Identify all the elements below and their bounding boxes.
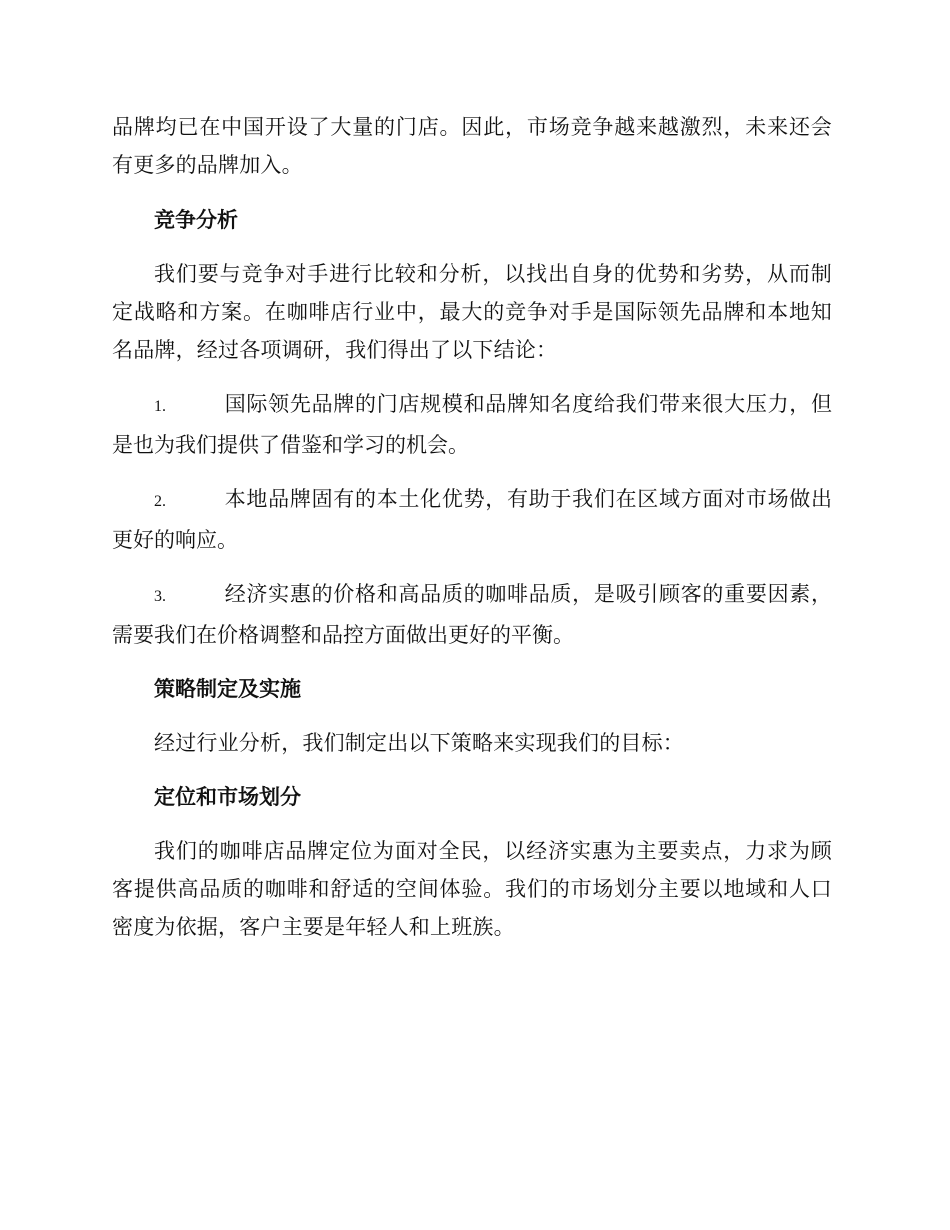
positioning-paragraph: 我们的咖啡店品牌定位为面对全民，以经济实惠为主要卖点，力求为顾客提供高品质的咖啡和舒适的空间体验。我们的市场划分主要以地域和人口密度为依据，客户主要是年轻人和上班族。 [112, 839, 832, 939]
list-number-1: 1. [154, 398, 166, 415]
list-item-2 [112, 480, 832, 559]
list-item-3 [112, 575, 832, 654]
heading-competition-analysis: 竞争分析 [154, 208, 238, 232]
list-text-1: 国际领先品牌的门店规模和品牌知名度给我们带来很大压力，但是也为我们提供了借鉴和学习的机会。 [112, 392, 832, 457]
list-text-3: 经济实惠的价格和高品质的咖啡品质，是吸引顾客的重要因素，需要我们在价格调整和品控方面做出更好的平衡。 [112, 582, 832, 647]
competition-paragraph: 我们要与竞争对手进行比较和分析，以找出自身的优势和劣势，从而制定战略和方案。在咖啡店行业中，最大的竞争对手是国际领先品牌和本地知名品牌，经过各项调研，我们得出了以下结论： [112, 262, 832, 362]
list-text-2: 本地品牌固有的本土化优势，有助于我们在区域方面对市场做出更好的响应。 [112, 487, 832, 552]
document-page [112, 108, 832, 946]
heading-strategy: 策略制定及实施 [154, 677, 301, 701]
intro-paragraph: 品牌均已在中国开设了大量的门店。因此，市场竞争越来越激烈，未来还会有更多的品牌加入。 [112, 115, 832, 177]
heading-positioning: 定位和市场划分 [154, 785, 301, 809]
list-number-2: 2. [154, 493, 166, 510]
list-item-1 [112, 385, 832, 464]
strategy-paragraph: 经过行业分析，我们制定出以下策略来实现我们的目标： [154, 731, 684, 755]
list-number-3: 3. [154, 588, 166, 605]
